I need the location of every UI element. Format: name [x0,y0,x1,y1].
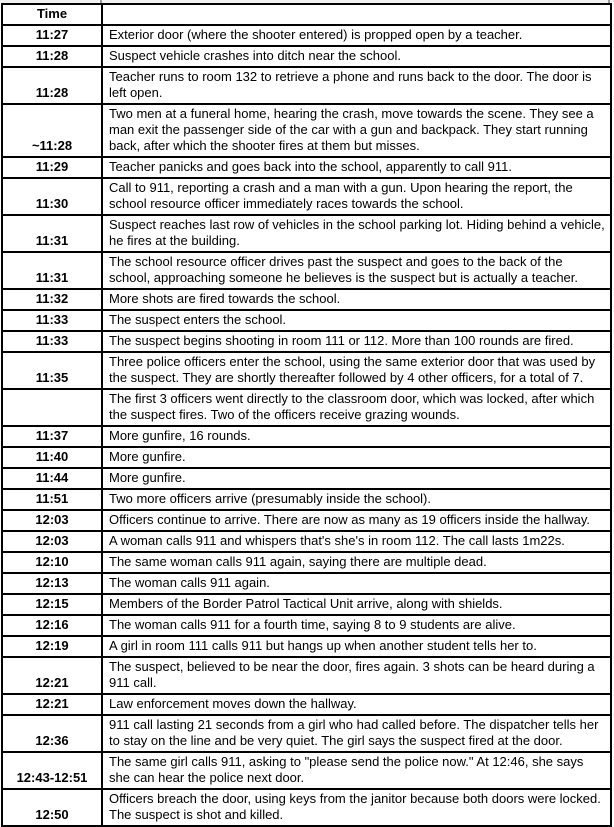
table-row [2,331,611,352]
table-row [2,215,611,252]
time-cell[interactable]: ~11:28 [2,104,102,157]
table-row [2,594,611,615]
time-cell[interactable] [2,389,102,426]
table-row [2,615,611,636]
event-description-cell[interactable]: Teacher runs to room 132 to retrieve a phone and runs back to the door. The door is left open. [102,67,611,104]
event-description-cell[interactable]: The school resource officer drives past the suspect and goes to the back of the school, approaching someone he believes is the suspect but is actually a teacher. [102,252,611,289]
event-description-cell[interactable]: Exterior door (where the shooter entered) is propped open by a teacher. [102,25,611,46]
table-row [2,426,611,447]
event-description-cell[interactable]: Officers breach the door, using keys from the janitor because both doors were locked. The suspect is shot and killed. [102,789,611,826]
event-description-cell[interactable]: Members of the Border Patrol Tactical Unit arrive, along with shields. [102,594,611,615]
header-row [2,4,611,25]
event-description-cell[interactable]: Teacher panicks and goes back into the school, apparently to call 911. [102,157,611,178]
description-column-header[interactable] [102,4,611,25]
event-description-cell[interactable]: Suspect reaches last row of vehicles in the school parking lot. Hiding behind a vehicle, he fires at the building. [102,215,611,252]
event-description-cell[interactable]: The first 3 officers went directly to the classroom door, which was locked, after which the suspect fires. Two of the officers receive grazing wounds. [102,389,611,426]
table-row [2,310,611,331]
time-cell[interactable]: 11:51 [2,489,102,510]
time-cell[interactable]: 11:33 [2,310,102,331]
grid-line [100,0,102,3]
table-row [2,657,611,694]
event-description-cell[interactable]: Two more officers arrive (presumably inside the school). [102,489,611,510]
table-row [2,289,611,310]
timeline-table [1,3,612,827]
table-row [2,46,611,67]
time-cell[interactable]: 12:15 [2,594,102,615]
event-description-cell[interactable]: 911 call lasting 21 seconds from a girl who had called before. The dispatcher tells her to stay on the line and be very quiet. The girl says the suspect fired at the door. [102,715,611,752]
table-row [2,104,611,157]
spreadsheet-grid-remnant [0,0,614,3]
table-row [2,352,611,389]
table-row [2,157,611,178]
time-cell[interactable]: 12:21 [2,694,102,715]
event-description-cell[interactable]: The suspect, believed to be near the door, fires again. 3 shots can be heard during a 911 call. [102,657,611,694]
table-row [2,178,611,215]
table-row [2,715,611,752]
table-row [2,636,611,657]
time-cell[interactable]: 11:35 [2,352,102,389]
table-row [2,531,611,552]
table-row [2,447,611,468]
table-row [2,25,611,46]
time-cell[interactable]: 12:43-12:51 [2,752,102,789]
event-description-cell[interactable]: Suspect vehicle crashes into ditch near the school. [102,46,611,67]
time-cell[interactable]: 11:32 [2,289,102,310]
event-description-cell[interactable]: The same woman calls 911 again, saying there are multiple dead. [102,552,611,573]
time-cell[interactable]: 12:03 [2,510,102,531]
table-row [2,489,611,510]
event-description-cell[interactable]: Call to 911, reporting a crash and a man with a gun. Upon hearing the report, the school resource officer immediately races towards the school. [102,178,611,215]
table-row [2,468,611,489]
event-description-cell[interactable]: A girl in room 111 calls 911 but hangs up when another student tells her to. [102,636,611,657]
event-description-cell[interactable]: More gunfire. [102,447,611,468]
event-description-cell[interactable]: The same girl calls 911, asking to "please send the police now." At 12:46, she says she can hear the police next door. [102,752,611,789]
table-row [2,510,611,531]
time-cell[interactable]: 11:44 [2,468,102,489]
event-description-cell[interactable]: The suspect begins shooting in room 111 or 112. More than 100 rounds are fired. [102,331,611,352]
event-description-cell[interactable]: More gunfire, 16 rounds. [102,426,611,447]
time-cell[interactable]: 12:16 [2,615,102,636]
time-cell[interactable]: 11:37 [2,426,102,447]
time-cell[interactable]: 12:03 [2,531,102,552]
table-row [2,552,611,573]
time-cell[interactable]: 11:28 [2,67,102,104]
event-description-cell[interactable]: Three police officers enter the school, using the same exterior door that was used by the suspect. They are shortly thereafter followed by 4 other officers, for a total of 7. [102,352,611,389]
event-description-cell[interactable]: More shots are fired towards the school. [102,289,611,310]
table-row [2,789,611,826]
time-cell[interactable]: 12:21 [2,657,102,694]
timeline-body [2,25,611,826]
table-row [2,694,611,715]
time-cell[interactable]: 11:31 [2,215,102,252]
time-cell[interactable]: 12:19 [2,636,102,657]
time-cell[interactable]: 11:31 [2,252,102,289]
event-description-cell[interactable]: A woman calls 911 and whispers that's she's in room 112. The call lasts 1m22s. [102,531,611,552]
time-cell[interactable]: 11:30 [2,178,102,215]
time-cell[interactable]: 12:10 [2,552,102,573]
table-row [2,252,611,289]
event-description-cell[interactable]: The woman calls 911 for a fourth time, saying 8 to 9 students are alive. [102,615,611,636]
time-cell[interactable]: 12:36 [2,715,102,752]
grid-line [608,0,610,3]
table-row [2,573,611,594]
event-description-cell[interactable]: Officers continue to arrive. There are now as many as 19 officers inside the hallway. [102,510,611,531]
time-column-header[interactable]: Time [2,4,102,25]
table-row [2,752,611,789]
time-cell[interactable]: 11:28 [2,46,102,67]
time-cell[interactable]: 11:29 [2,157,102,178]
time-cell[interactable]: 11:33 [2,331,102,352]
table-row [2,67,611,104]
event-description-cell[interactable]: More gunfire. [102,468,611,489]
event-description-cell[interactable]: The woman calls 911 again. [102,573,611,594]
table-row [2,389,611,426]
event-description-cell[interactable]: The suspect enters the school. [102,310,611,331]
time-cell[interactable]: 11:40 [2,447,102,468]
time-cell[interactable]: 12:13 [2,573,102,594]
event-description-cell[interactable]: Two men at a funeral home, hearing the crash, move towards the scene. They see a man exit the passenger side of the car with a gun and backpack. They start running back, after which the shooter fires at them but misses. [102,104,611,157]
time-cell[interactable]: 11:27 [2,25,102,46]
event-description-cell[interactable]: Law enforcement moves down the hallway. [102,694,611,715]
time-cell[interactable]: 12:50 [2,789,102,826]
